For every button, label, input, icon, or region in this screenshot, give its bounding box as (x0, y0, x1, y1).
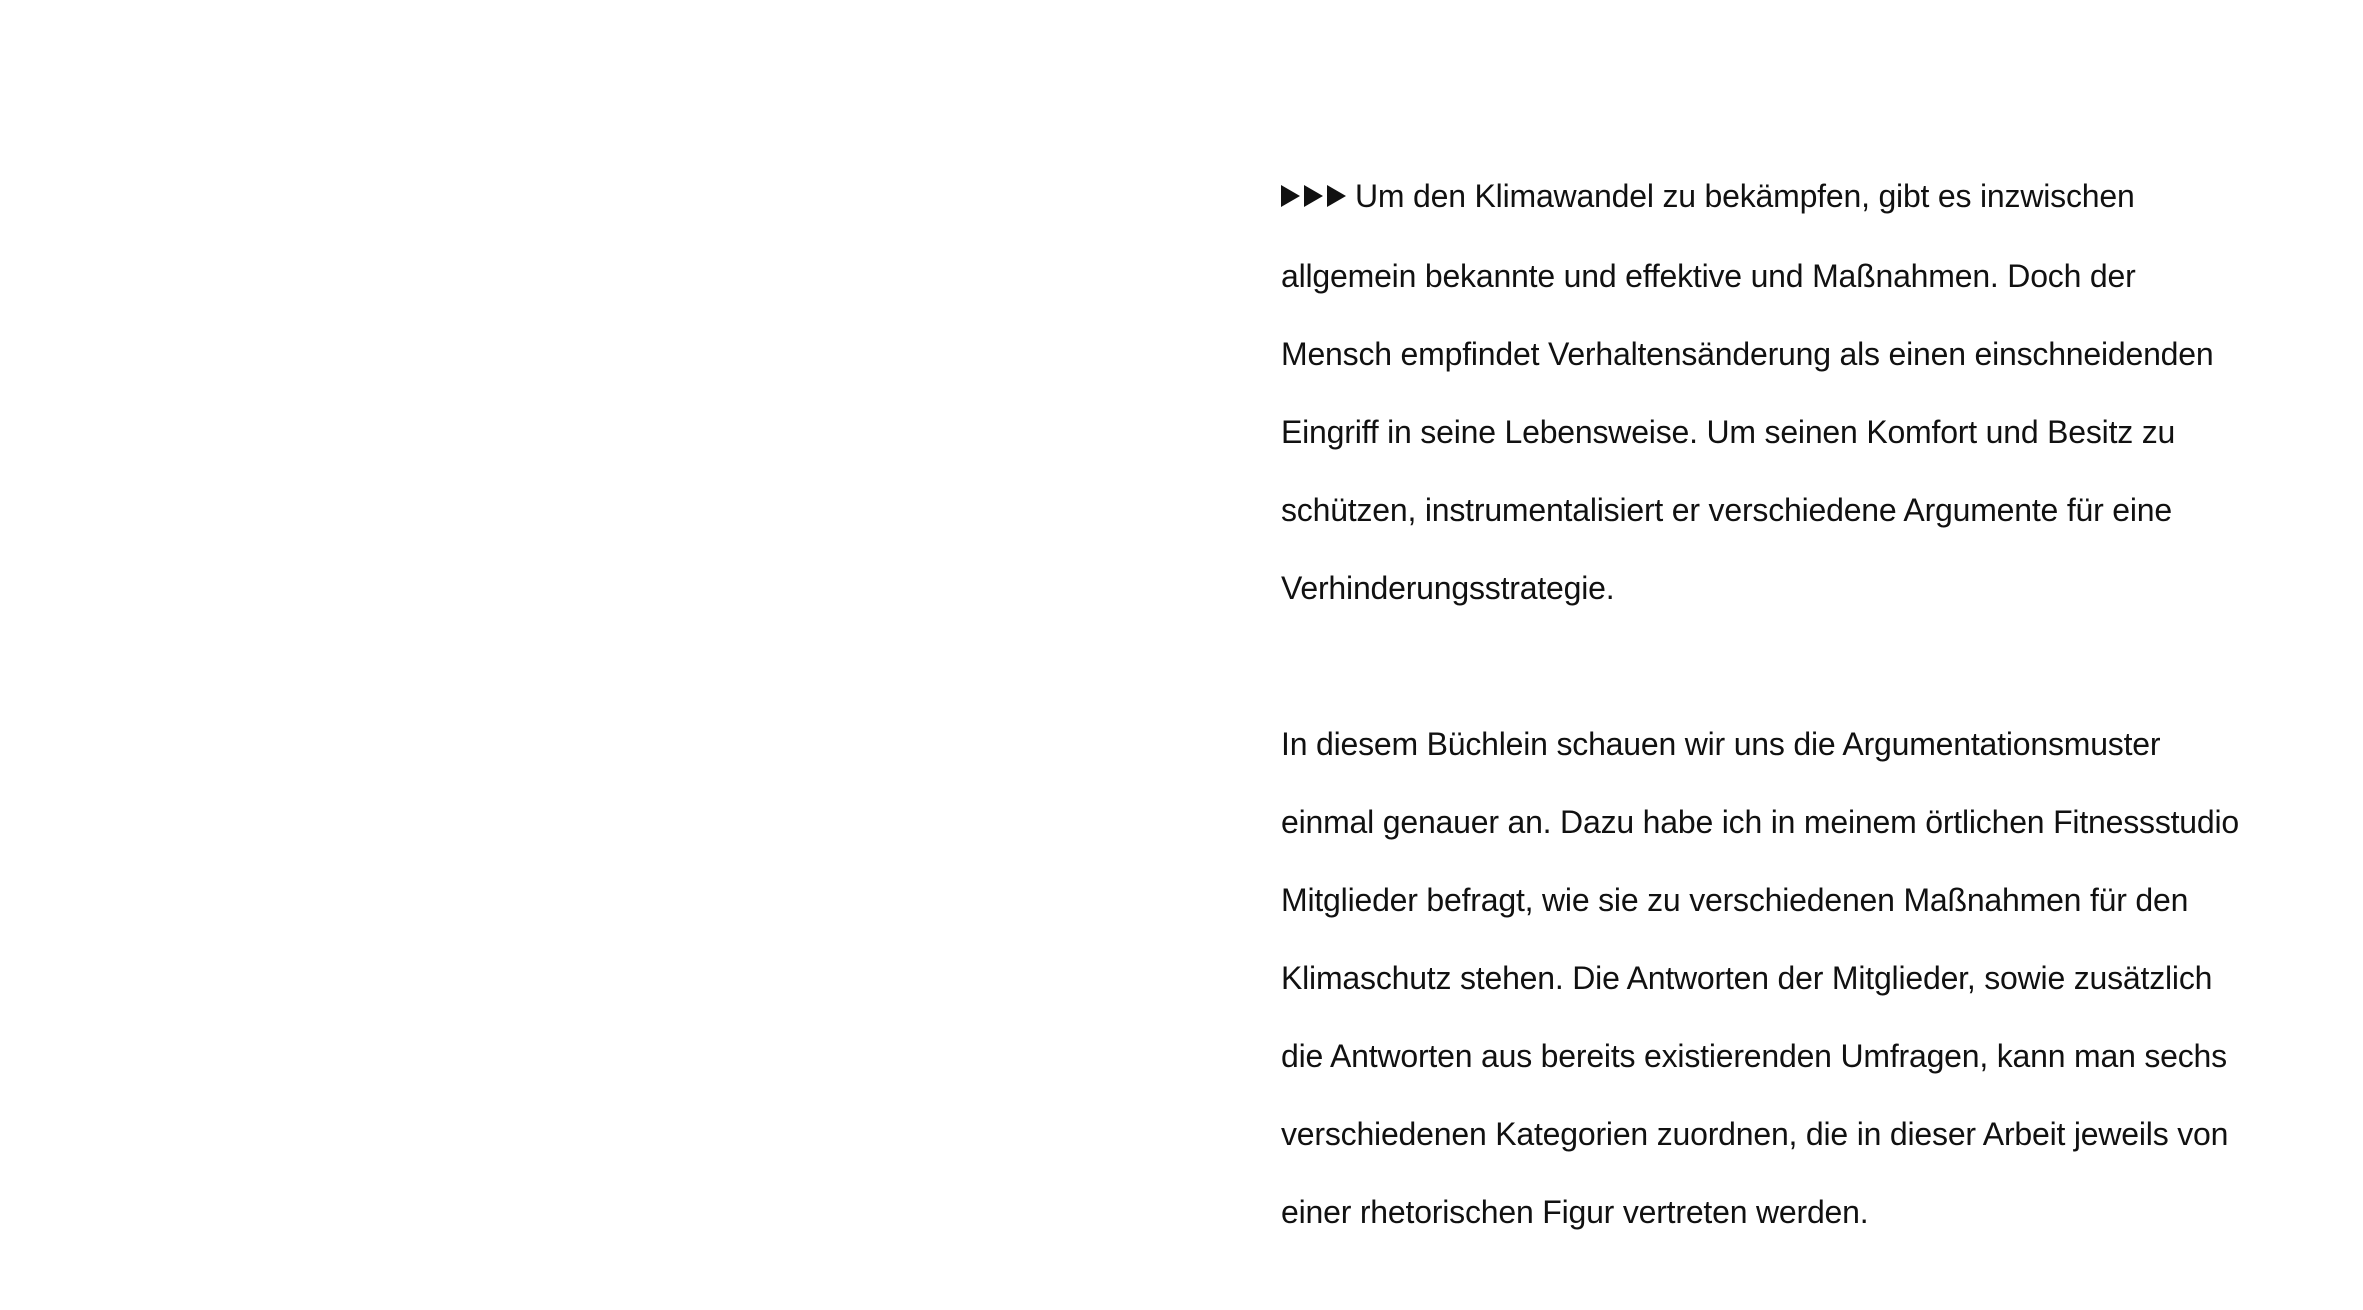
paragraph-2-line-5: die Antworten aus bereits existierenden Umfragen, kann man sechs (1281, 1038, 2227, 1074)
intro-paragraph-1 (1281, 138, 2261, 647)
paragraph-1-line-2: allgemein bekannte und effektive und Maßnahmen. Doch der (1281, 258, 2136, 294)
paragraph-1-line-6: Verhinderungsstrategie. (1281, 570, 1615, 606)
paragraph-2-line-3: Mitglieder befragt, wie sie zu verschiedenen Maßnahmen für den (1281, 882, 2189, 918)
paragraph-2-line-4: Klimaschutz stehen. Die Antworten der Mitglieder, sowie zusätzlich (1281, 960, 2213, 996)
paragraph-1-line-1 (1281, 177, 2261, 218)
right-page (1181, 0, 2363, 1230)
paragraph-2-line-6: verschiedenen Kategorien zuordnen, die in dieser Arbeit jeweils von (1281, 1116, 2229, 1152)
paragraph-1-line-5: schützen, instrumentalisiert er verschiedene Argumente für eine (1281, 492, 2172, 528)
left-page-blank (0, 0, 1181, 1182)
paragraph-2-line-2: einmal genauer an. Dazu habe ich in meinem örtlichen Fitnessstudio (1281, 804, 2240, 840)
triple-right-triangle-icon (1281, 179, 1347, 218)
intro-paragraph-2 (1281, 686, 2261, 1271)
paragraph-2-line-1: In diesem Büchlein schauen wir uns die Argumentationsmuster (1281, 726, 2161, 762)
paragraph-1-line-1-text: Um den Klimawandel zu bekämpfen, gibt es inzwischen (1355, 178, 2135, 214)
paragraph-1-line-3: Mensch empfindet Verhaltensänderung als einen einschneidenden (1281, 336, 2214, 372)
paragraph-2-line-7: einer rhetorischen Figur vertreten werden. (1281, 1194, 1869, 1230)
intro-text-block (1281, 138, 2261, 1310)
paragraph-1-line-4: Eingriff in seine Lebensweise. Um seinen Komfort und Besitz zu (1281, 414, 2176, 450)
